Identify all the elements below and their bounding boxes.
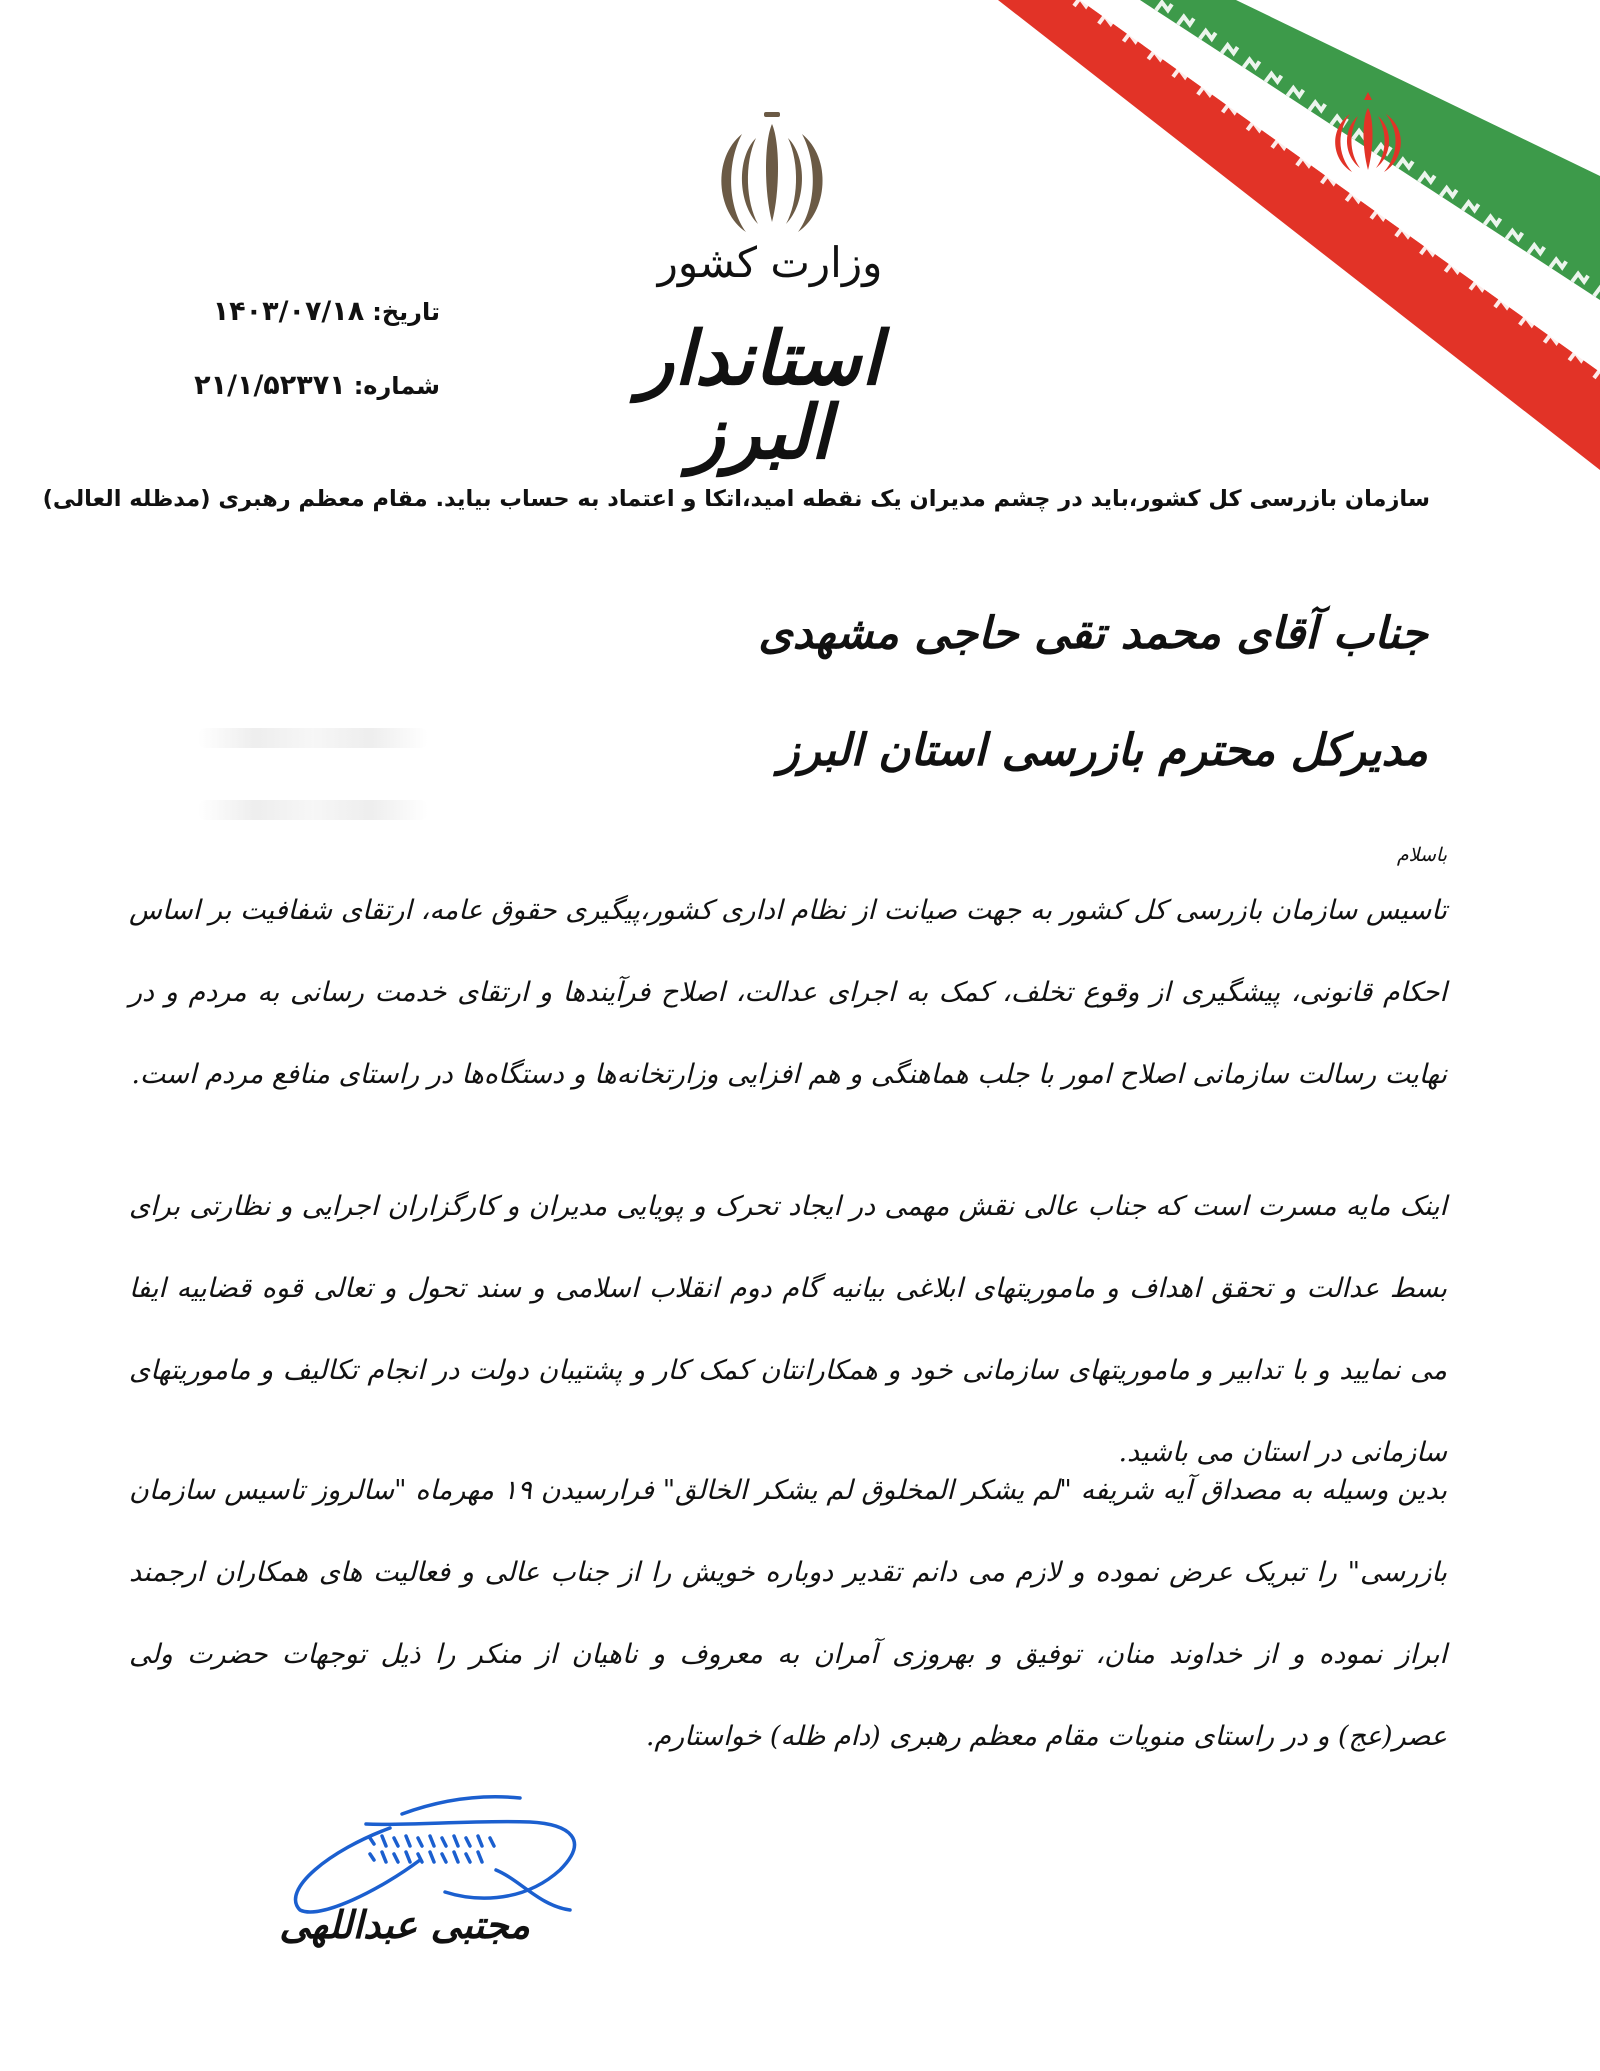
iran-flag-ribbon [980,0,1600,480]
faded-stamp [198,728,428,748]
signature-icon [270,1780,650,1920]
iran-emblem-icon [712,112,832,242]
governor-title: استاندار البرز [638,316,882,476]
recipient-title: مدیرکل محترم بازرسی استان البرز [778,725,1428,776]
signer-name: مجتبی عبداللهی [279,1902,530,1947]
recipient-name: جناب آقای محمد تقی حاجی مشهدی [758,608,1428,659]
ministry-name: وزارت کشور [657,238,883,287]
body-paragraph: بدین وسیله به مصداق آیه شریفه "لم یشکر المخلوق لم یشکر الخالق" فرارسیدن ۱۹ مهرماه "سالروز تاسیس سازمان بازرسی" را تبریک عرض نموده و لازم می دانم تقدیر دوباره خویش را از جناب عالی و فعالیت های همکاران ارجمند ابراز نموده و از خداوند منان، توفیق و بهروزی آمران به معروف و ناهیان از منکر را ذیل توجهات حضرت ولی عصر(عج) و در راستای منویات مقام معظم رهبری (دام ظله) خواستارم. [129,1475,1448,1752]
body-paragraph: تاسیس سازمان بازرسی کل کشور به جهت صیانت از نظام اداری کشور،پیگیری حقوق عامه، ارتقای شفافیت بر اساس احکام قانونی، پیشگیری از وقوع تخلف، کمک به اجرای عدالت، اصلاح فرآیندها و ارتقای خدمت رسانی به مردم و در نهایت رسالت سازمانی اصلاح امور با جلب هماهنگی و هم افزایی وزارتخانه‌ها و دستگاه‌ها در راستای منافع مردم است. [129,895,1447,1090]
body-paragraph: اینک مایه مسرت است که جناب عالی نقش مهمی در ایجاد تحرک و پویایی مدیران و کارگزاران اجرایی و نظارتی برای بسط عدالت و تحقق اهداف و ماموریتهای ابلاغی بیانیه گام دوم انقلاب اسلامی و سند تحول و تعالی قوه قضاییه ایفا می نمایید و با تدابیر و ماموریتهای سازمانی خود و همکارانتان کمک کار و پشتیبان دولت در انجام تکالیف و ماموریتهای سازمانی در استان می باشید. [129,1191,1447,1468]
date-value: ۱۴۰۳/۰۷/۱۸ [212,296,365,327]
number-label: شماره: [353,372,440,400]
date-label: تاریخ: [372,298,440,326]
letter-number [150,370,440,401]
number-value: ۲۱/۱/۵۲۳۷۱ [194,370,346,401]
leader-quote: سازمان بازرسی کل کشور،باید در چشم مدیران یک نقطه امید،اتکا و اعتماد به حساب بیاید. مقام معظم رهبری (مدظله العالی) [42,486,1430,512]
faded-stamp [198,800,428,820]
letter-date [150,296,440,327]
greeting: باسلام [1396,844,1447,866]
